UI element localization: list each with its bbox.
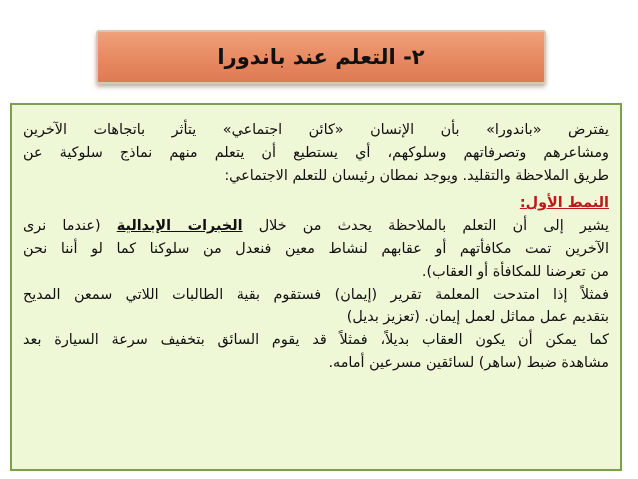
intro-line: طريق الملاحظة والتقليد. ويوجد نمطان رئيسان للتعلم الاجتماعي: — [224, 167, 609, 184]
vicarious-experiences-term: الخبرات الإبدالية — [116, 218, 243, 235]
pattern-line: مشاهدة ضبط (ساهر) لسائقين مسرعين أمامه. — [328, 354, 609, 371]
pattern-line-end: (عندما نرى — [23, 218, 117, 235]
intro-line: ومشاعرهم وتصرفاتهم وسلوكهم، أي يستطيع أن يتعلم منهم نماذج سلوكية عن — [23, 144, 609, 161]
intro-line: يفترض «باندورا» بأن الإنسان «كائن اجتماعي» يتأثر باتجاهات الآخرين — [23, 122, 609, 138]
pattern-line — [23, 215, 609, 238]
pattern-heading-text: النمط الأول: — [519, 195, 609, 212]
pattern-heading — [23, 192, 609, 215]
pattern-line: الآخرين تمت مكافأتهم أو عقابهم لنشاط معين فنعدل من سلوكنا كما لو أننا نحن — [23, 240, 609, 257]
content-panel — [10, 103, 622, 471]
slide-title: ٢- التعلم عند باندورا — [217, 45, 425, 69]
pattern-line: من تعرضنا للمكافأة أو العقاب). — [421, 263, 609, 280]
pattern-line: بتقديم عمل مماثل لعمل إيمان. (تعزيز بديل) — [346, 309, 609, 326]
pattern-line-start: يشير إلى أن التعلم بالملاحظة يحدث من خلال — [242, 218, 609, 235]
pattern-line: كما يمكن أن يكون العقاب بديلاً، فمثلاً قد يقوم السائق بتخفيف سرعة السيارة بعد — [23, 332, 609, 349]
pattern-line: فمثلاً إذا امتدحت المعلمة تقرير (إيمان) فستقوم بقية الطالبات اللاتي سمعن المديح — [23, 286, 609, 303]
title-banner — [96, 30, 546, 84]
